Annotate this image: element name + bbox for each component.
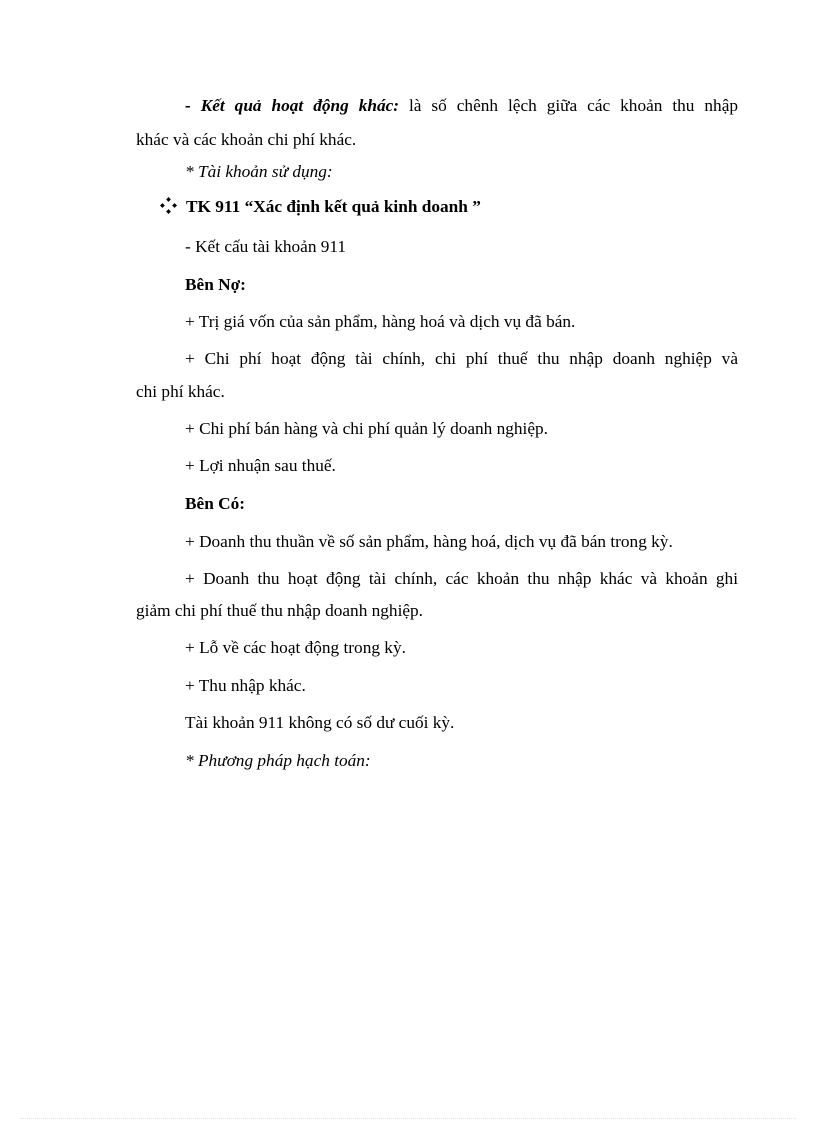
other-activities-result-line1 [185, 95, 738, 117]
debit-item-3: + Chi phí bán hàng và chi phí quản lý doanh nghiệp. [185, 419, 548, 438]
debit-item-2-line2: chi phí khác. [136, 382, 225, 401]
page-bottom-divider [20, 1118, 796, 1119]
accounting-method-label: * Phương pháp hạch toán: [185, 751, 371, 770]
credit-item-1: + Doanh thu thuần về số sản phẩm, hàng hoá, dịch vụ đã bán trong kỳ. [185, 532, 673, 551]
four-diamond-bullet-icon [160, 197, 177, 214]
debit-item-2-line1: + Chi phí hoạt động tài chính, chi phí thuế thu nhập doanh nghiệp và [185, 349, 738, 368]
credit-item-3: + Lỗ về các hoạt động trong kỳ. [185, 638, 406, 657]
other-activities-result-line2: khác và các khoản chi phí khác. [136, 130, 357, 149]
credit-item-4: + Thu nhập khác. [185, 676, 306, 695]
other-activities-result-definition: là số chênh lệch giữa các khoản thu nhập [399, 96, 738, 115]
account-structure-label: - Kết cấu tài khoản 911 [185, 237, 347, 256]
credit-side-title: Bên Có: [185, 494, 246, 513]
other-activities-result-term: - Kết quả hoạt động khác: [185, 96, 400, 115]
debit-item-1: + Trị giá vốn của sản phẩm, hàng hoá và dịch vụ đã bán. [185, 312, 576, 331]
debit-side-title: Bên Nợ: [185, 275, 246, 294]
no-ending-balance-note: Tài khoản 911 không có số dư cuối kỳ. [185, 713, 455, 732]
account-911-title: TK 911 “Xác định kết quả kinh doanh ” [186, 197, 481, 216]
accounts-used-label: * Tài khoản sử dụng: [185, 162, 333, 181]
credit-item-2-line2: giảm chi phí thuế thu nhập doanh nghiệp. [136, 601, 424, 620]
credit-item-2-line1: + Doanh thu hoạt động tài chính, các khoản thu nhập khác và khoản ghi [185, 569, 738, 588]
debit-item-4: + Lợi nhuận sau thuế. [185, 456, 336, 475]
account-911-heading [160, 196, 481, 218]
